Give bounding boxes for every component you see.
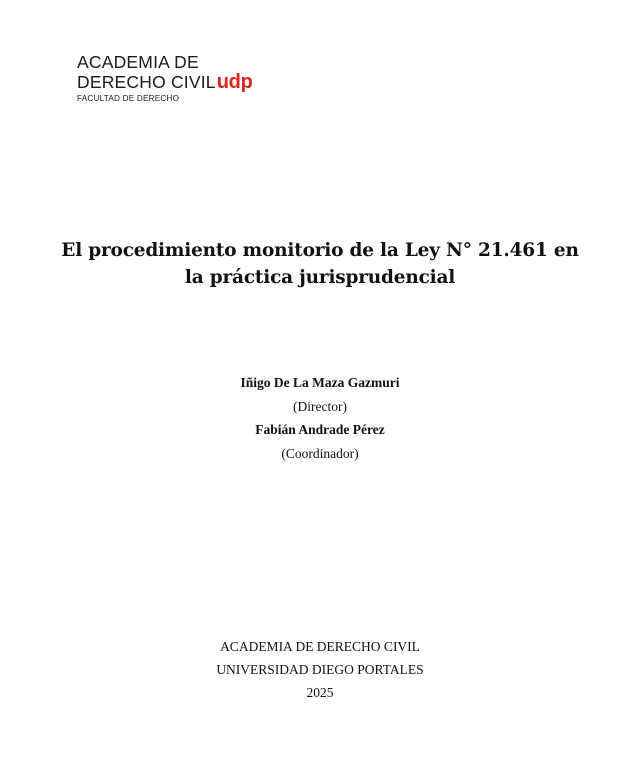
- document-title: [40, 237, 600, 291]
- logo-subtitle: FACULTAD DE DERECHO: [77, 94, 180, 103]
- publisher-line-1: ACADEMIA DE DERECHO CIVIL: [220, 639, 420, 654]
- author-name-director: Iñigo De La Maza Gazmuri: [240, 375, 400, 390]
- publication-year: 2025: [306, 685, 334, 700]
- title-line-1: El procedimiento monitorio de la Ley N° 21.461 en: [61, 240, 579, 261]
- author-role-coordinator: (Coordinador): [281, 445, 359, 461]
- logo-line-1: ACADEMIA DE: [77, 52, 199, 72]
- logo-line-2: [77, 72, 253, 92]
- authors-block: [120, 371, 520, 465]
- publisher-line-2: UNIVERSIDAD DIEGO PORTALES: [216, 661, 424, 677]
- logo-line-2-text: DERECHO CIVIL: [77, 72, 216, 92]
- author-name-coordinator: Fabián Andrade Pérez: [255, 422, 385, 437]
- author-role-director: (Director): [293, 398, 347, 414]
- publisher-block: [120, 636, 520, 705]
- udp-brand-mark: udp: [216, 71, 253, 93]
- title-line-2: la práctica jurisprudencial: [184, 267, 456, 288]
- academia-logo: [77, 52, 253, 105]
